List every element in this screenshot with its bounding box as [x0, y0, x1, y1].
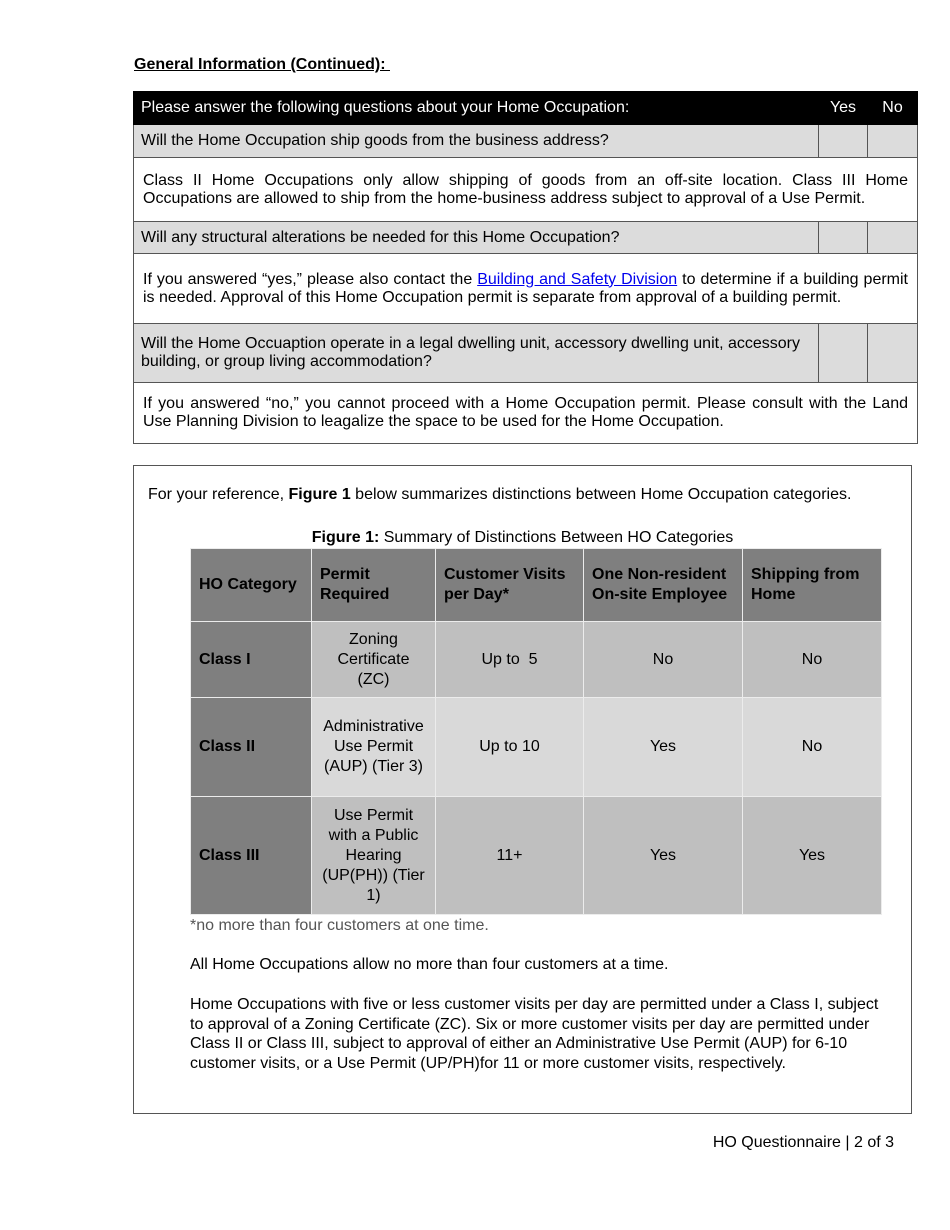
employee-cell: No [584, 622, 743, 698]
question-3-yes-box[interactable] [819, 324, 868, 383]
reference-intro [148, 486, 851, 504]
visits-cell: Up to 5 [436, 622, 584, 698]
shipping-cell: No [743, 622, 882, 698]
table-header-row [191, 549, 882, 622]
reference-intro-text-end: below summarizes distinctions between Home Occupation categories. [350, 486, 852, 503]
figure-caption-text: Summary of Distinctions Between HO Categories [379, 529, 734, 546]
question-row [134, 125, 918, 158]
table-footnote: *no more than four customers at one time. [190, 917, 489, 934]
figure-caption-label: Figure 1: [311, 529, 380, 546]
question-row [134, 324, 918, 383]
paragraph-2: Home Occupations with five or less customer visits per day are permitted under a Class I, subject to approval of a Zoning Certificate (ZC). Six or more customer visits per day are permitted under Class II or Class III, subject to approval of either an Administrative Use Permit (AUP) for 6-10 customer visits, or a Use Permit (UP/PH)for 11 or more customer visits, respectively. [190, 996, 879, 1072]
section-heading: General Information (Continued): [134, 56, 390, 73]
no-column-header: No [868, 92, 918, 125]
category-cell: Class III [191, 797, 312, 915]
category-cell: Class I [191, 622, 312, 698]
table-row [191, 797, 882, 915]
questions-header-row [134, 92, 918, 125]
permit-cell: Administrative Use Permit (AUP) (Tier 3) [312, 698, 436, 797]
question-2: Will any structural alterations be needed for this Home Occupation? [134, 222, 819, 254]
header-shipping: Shipping from Home [743, 549, 882, 622]
permit-cell: Zoning Certificate (ZC) [312, 622, 436, 698]
visits-cell: Up to 10 [436, 698, 584, 797]
question-2-yes-box[interactable] [819, 222, 868, 254]
note-row [134, 383, 918, 444]
header-customer-visits: Customer Visits per Day* [436, 549, 584, 622]
note-row [134, 158, 918, 222]
page-footer: HO Questionnaire | 2 of 3 [712, 1134, 894, 1151]
yes-column-header: Yes [819, 92, 868, 125]
question-1-note: Class II Home Occupations only allow shipping of goods from an off-site location. Class III Home Occupations are allowed to ship from the home-business address subject to approval of a Use Permit. [134, 158, 918, 222]
employee-cell: Yes [584, 797, 743, 915]
question-2-note-text-end: to determine if a building permit is needed. Approval of this Home Occupation permit is separate from approval of a building permit. [143, 270, 908, 306]
header-ho-category: HO Category [191, 549, 312, 622]
building-safety-link[interactable]: Building and Safety Division [477, 270, 678, 288]
employee-cell: Yes [584, 698, 743, 797]
question-3-note: If you answered “no,” you cannot proceed with a Home Occupation permit. Please consult with the Land Use Planning Division to leagalize the space to be used for the Home Occupation. [134, 383, 918, 444]
question-1-yes-box[interactable] [819, 125, 868, 158]
question-2-note [134, 254, 918, 324]
reference-box [133, 465, 912, 1114]
ho-categories-table [190, 548, 882, 915]
note-row [134, 254, 918, 324]
question-2-note-text: If you answered “yes,” please also contact the [143, 270, 478, 288]
question-3: Will the Home Occuaption operate in a legal dwelling unit, accessory dwelling unit, accessory building, or group living accommodation? [134, 324, 819, 383]
figure-1-ref: Figure 1 [288, 486, 351, 503]
shipping-cell: Yes [743, 797, 882, 915]
header-permit-required: Permit Required [312, 549, 436, 622]
questions-table [133, 91, 918, 444]
header-employee: One Non-resident On-site Employee [584, 549, 743, 622]
category-cell: Class II [191, 698, 312, 797]
table-row [191, 698, 882, 797]
visits-cell: 11+ [436, 797, 584, 915]
question-row [134, 222, 918, 254]
shipping-cell: No [743, 698, 882, 797]
question-1: Will the Home Occupation ship goods from the business address? [134, 125, 819, 158]
question-2-no-box[interactable] [868, 222, 918, 254]
table-row [191, 622, 882, 698]
figure-caption [134, 529, 911, 547]
reference-intro-text: For your reference, [148, 486, 289, 503]
question-3-no-box[interactable] [868, 324, 918, 383]
paragraph-1: All Home Occupations allow no more than four customers at a time. [190, 956, 669, 973]
questions-header: Please answer the following questions about your Home Occupation: [134, 92, 819, 125]
question-1-no-box[interactable] [868, 125, 918, 158]
permit-cell: Use Permit with a Public Hearing (UP(PH)) (Tier 1) [312, 797, 436, 915]
